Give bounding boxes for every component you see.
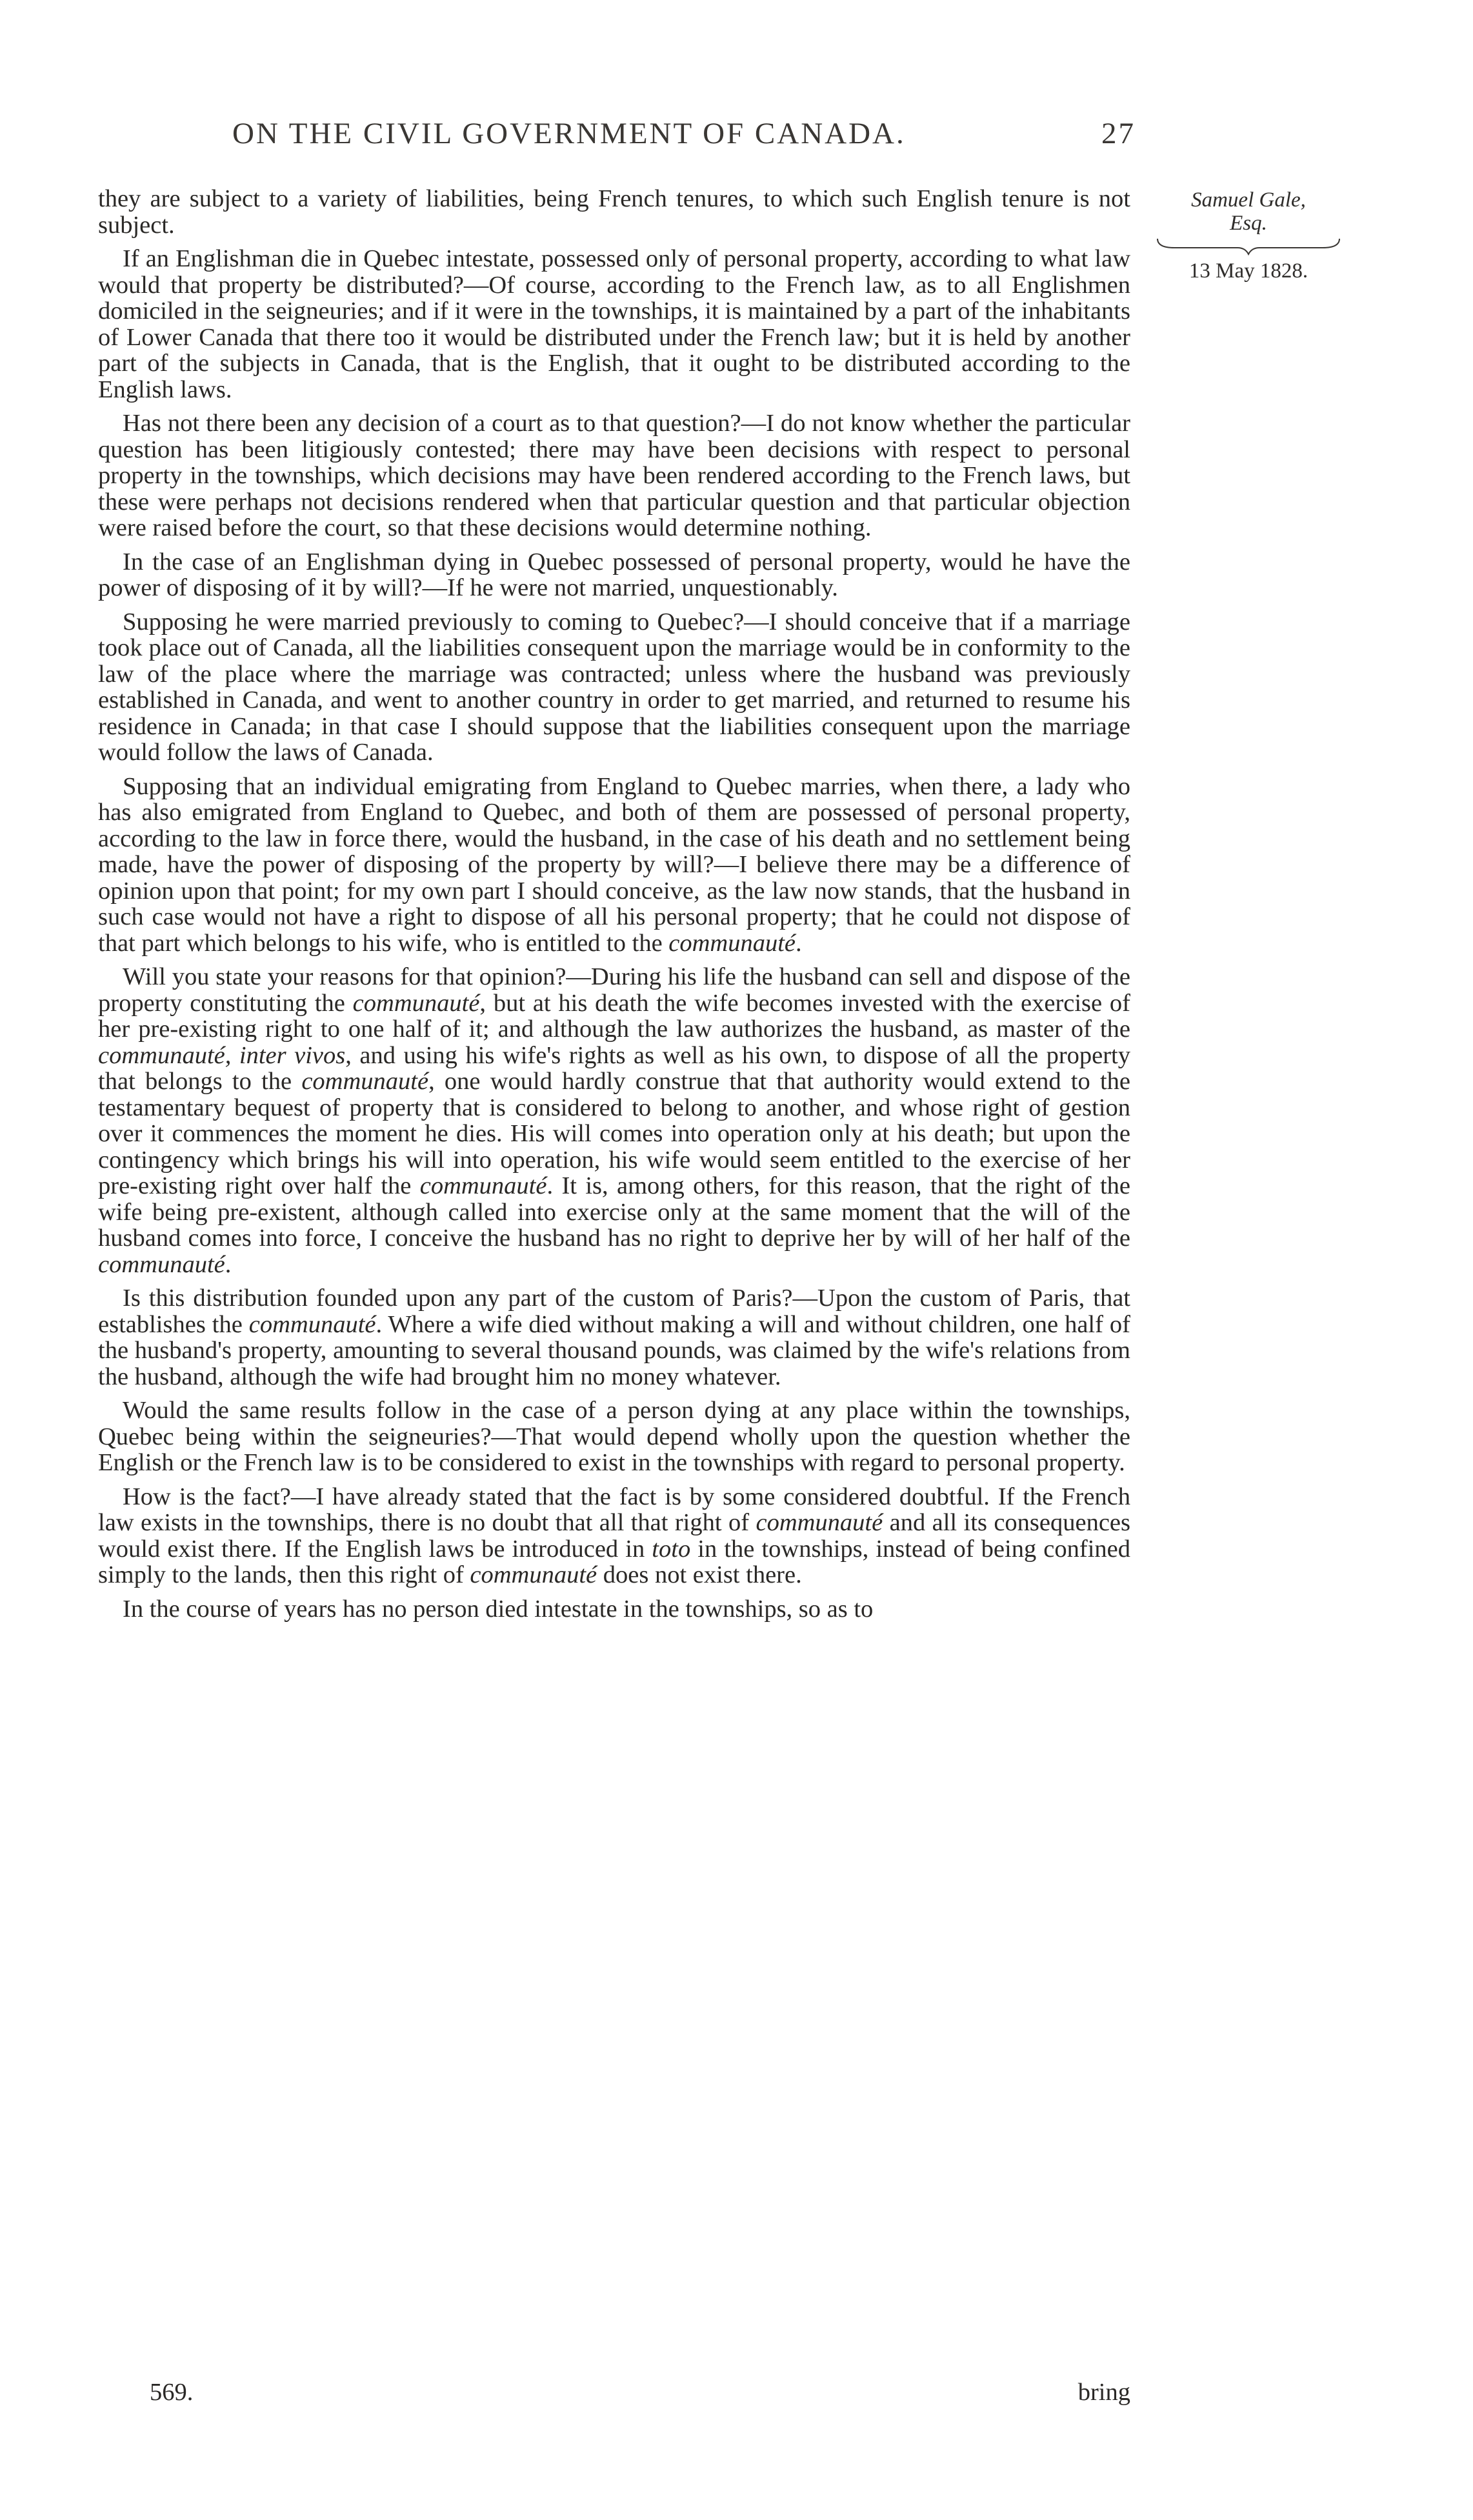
paragraph-text: .: [796, 929, 802, 957]
paragraph: [98, 1397, 1130, 1476]
paragraph-text: Supposing he were married previously to coming to Quebec?—I should conceive that if a marriage took place out of Canada, all the liabilities consequent upon the marriage would be in conformity to the law of the place where the marriage was contracted; unless where the husband was previously established in Canada, and went to another country in order to get married, and returned to resume his residence in Canada; in that case I should suppose that the liabilities consequent upon the marriage would follow the laws of Canada.: [98, 608, 1130, 766]
testimony-date: 13 May 1828.: [1188, 259, 1308, 283]
paragraph-text: , but at his death the wife becomes invested with the exercise of her pre-existing right to one half of it; and although the law authorizes the husband, as master of the: [98, 989, 1130, 1043]
page-footer: [150, 2378, 1130, 2410]
italic-term: communauté, inter vivos: [98, 1041, 346, 1069]
italic-term: communauté: [98, 1250, 225, 1278]
paragraph-text: . It is, among others, for this reason, that the right of the wife being pre-existent, although called into exercise only at the same moment that the will of the husband comes into force, I conceive the husband has no right to deprive her by will of her half of the: [98, 1172, 1130, 1252]
paragraph: [98, 1484, 1130, 1588]
italic-term: communauté: [756, 1509, 883, 1536]
witness-title: Esq.: [1230, 212, 1267, 235]
paragraph: [98, 410, 1130, 541]
italic-term: communauté: [419, 1172, 547, 1199]
paragraph: [98, 609, 1130, 766]
paragraph-text: Has not there been any decision of a court as to that question?—I do not know whether the particular question has been litigiously contested; there may have been decisions with respect to personal property in the townships, which decisions may have been rendered according to the French laws, but these were perhaps not decisions rendered when that particular question and that particular objection were raised before the court, so that these decisions would determine nothing.: [98, 410, 1130, 541]
paragraph-text: Supposing that an individual emigrating from England to Quebec marries, when there, a lady who has also emigrated from England to Quebec, and both of them are possessed of personal property, according to the law in force there, would the husband, in the case of his death and no settlement being made, have the power of disposing of the property by will?—I believe there may be a difference of opinion upon that point; for my own part I should conceive, as the law now stands, that the husband in such case would not have a right to dispose of all his personal property; that he could not dispose of that part which belongs to his wife, who is entitled to the: [98, 772, 1130, 957]
italic-term: communauté: [248, 1310, 376, 1338]
paragraph-text: . Where a wife died without making a will and without children, one half of the husband's property, amounting to several thousand pounds, was claimed by the wife's relations from the husband, although the wife had brought him no money whatever.: [98, 1310, 1130, 1390]
italic-term: communauté: [301, 1068, 429, 1095]
running-head: [232, 116, 1136, 161]
signature-mark: 569.: [150, 2379, 194, 2406]
paragraph-text: Would the same results follow in the case of a person dying at any place within the townships, Quebec being within the seigneuries?—That would depend wholly upon the question whether the English or the French law is to be considered to exist in the townships with regard to personal property.: [98, 1397, 1130, 1476]
paragraph-text: .: [225, 1250, 232, 1278]
paragraph: [98, 774, 1130, 957]
paragraph: [98, 1285, 1130, 1390]
paragraph-text: and all its consequences would exist there. If the English laws be introduced in: [98, 1509, 1130, 1563]
paragraph: [98, 186, 1130, 238]
paragraph-text: If an Englishman die in Quebec intestate, possessed only of personal property, according to what law would that property be distributed?—Of course, according to the French law, as to all Englishmen domiciled in the seigneuries; and if it were in the townships, it is maintained by a part of the inhabitants of Lower Canada that there too it would be distributed under the French law; but it is held by another part of the subjects in Canada, that is the English, that it ought to be distributed according to the English laws.: [98, 245, 1130, 403]
paragraph-text: Will you state your reasons for that opinion?—During his life the husband can sell and dispose of the property constituting the: [98, 963, 1130, 1017]
paragraph-text: they are subject to a variety of liabilities, being French tenures, to which such English tenure is not subject.: [98, 185, 1130, 239]
page-title: ON THE CIVIL GOVERNMENT OF CANADA.: [232, 117, 906, 150]
paragraph-text: , and using his wife's rights as well as his own, to dispose of all the property that belongs to the: [98, 1041, 1130, 1095]
italic-term: communauté: [668, 929, 796, 957]
witness-name: Samuel Gale,: [1191, 188, 1306, 212]
paragraph: [98, 1596, 1130, 1623]
italic-term: communauté: [352, 989, 480, 1017]
paragraph-text: In the course of years has no person died intestate in the townships, so as to: [123, 1595, 874, 1623]
paragraph-text: does not exist there.: [597, 1561, 802, 1588]
page-number: 27: [1101, 117, 1136, 150]
paragraph: [98, 246, 1130, 403]
paragraph-text: in the townships, instead of being confined simply to the lands, then this right of: [98, 1535, 1130, 1588]
body-text: [98, 186, 1130, 1630]
italic-term: communauté: [470, 1561, 597, 1588]
brace-icon: [1155, 236, 1342, 255]
catchword: bring: [1077, 2379, 1130, 2406]
italic-term: toto: [652, 1535, 691, 1563]
paragraph: [98, 549, 1130, 601]
paragraph-text: How is the fact?—I have already stated that the fact is by some considered doubtful. If the French law exists in the townships, there is no doubt that all that right of: [98, 1483, 1130, 1536]
paragraph-text: In the case of an Englishman dying in Quebec possessed of personal property, would he have the power of disposing of it by will?—If he were not married, unquestionably.: [98, 548, 1130, 601]
margin-note: [1155, 188, 1342, 283]
paragraph: [98, 964, 1130, 1277]
paragraph-text: Is this distribution founded upon any part of the custom of Paris?—Upon the custom of Paris, that establishes the: [98, 1285, 1130, 1338]
paragraph-text: , one would hardly construe that that authority would extend to the testamentary bequest of property that is considered to belong to another, and whose right of gestion over it commences the moment he dies. His will comes into operation only at his death; but upon the contingency which brings his will into operation, his wife would seem entitled to the exercise of her pre-existing right over half the: [98, 1068, 1130, 1199]
